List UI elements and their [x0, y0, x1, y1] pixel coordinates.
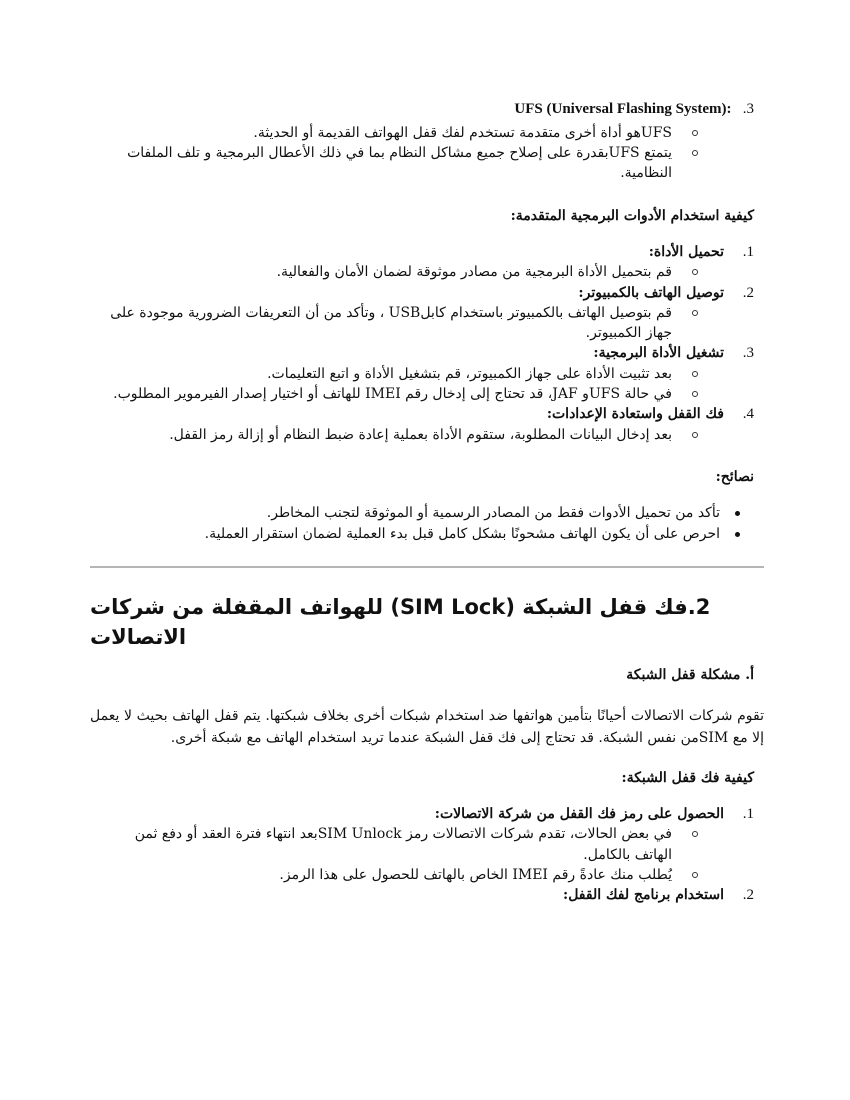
section3-list [100, 123, 754, 184]
list-item: UFSهو أداة أخرى متقدمة تستخدم لفك قفل الهواتف القديمة أو الحديثة. [100, 123, 754, 143]
section2-paragraph: تقوم شركات الاتصالات أحيانًا بتأمين هواتفها ضد استخدام شبكات أخرى بخلاف شبكتها. يتم قفل الهاتف بحيث لا يعمل إلا مع SIMمن نفس الشبكة. قد تحتاج إلى فك قفل الشبكة عندما تريد استخدام الهاتف مع شبكة أخرى. [90, 707, 764, 747]
circle-bullet-icon [692, 391, 698, 397]
list-item: في بعض الحالات، تقدم شركات الاتصالات رمز SIM Unlockبعد انتهاء فترة العقد أو دفع ثمن الهاتف بالكامل. [100, 824, 754, 865]
step: 3. تشغيل الأداة البرمجية: [593, 345, 754, 362]
list-item: في حالة UFSو JAF، قد تحتاج إلى إدخال رقم IMEI للهاتف أو اختيار إصدار الفيرموير المطلوب. [100, 384, 754, 404]
section2-steps [100, 804, 754, 905]
howto-steps [100, 242, 754, 445]
circle-bullet-icon [692, 872, 698, 878]
section2-subheading: أ. مشكلة قفل الشبكة [626, 666, 754, 683]
step: 4. فك القفل واستعادة الإعدادات: [546, 406, 754, 423]
bullet-icon [735, 532, 740, 537]
circle-bullet-icon [692, 130, 698, 136]
list-item: تأكد من تحميل الأدوات فقط من المصادر الرسمية أو الموثوقة لتجنب المخاطر. [100, 503, 754, 523]
section3-heading [100, 98, 754, 121]
horizontal-rule [90, 566, 764, 568]
circle-bullet-icon [692, 371, 698, 377]
tips-heading: نصائح: [715, 468, 754, 485]
step: 2. توصيل الهاتف بالكمبيوتر: [578, 284, 754, 301]
circle-bullet-icon [692, 831, 698, 837]
section3-num: .3 [742, 101, 754, 117]
circle-bullet-icon [692, 150, 698, 156]
list-item: احرص على أن يكون الهاتف مشحونًا بشكل كامل قبل بدء العملية لضمان استقرار العملية. [100, 524, 754, 544]
list-item: بعد إدخال البيانات المطلوبة، ستقوم الأداة بعملية إعادة ضبط النظام أو إزالة رمز القفل. [100, 425, 754, 445]
tips-list [100, 503, 754, 544]
step: 1. الحصول على رمز فك القفل من شركة الاتصالات: [434, 806, 754, 823]
section2-howto-heading: كيفية فك قفل الشبكة: [621, 769, 754, 786]
list-item: يتمتع UFSبقدرة على إصلاح جميع مشاكل النظام بما في ذلك الأعطال البرمجية و تلف الملفات النظامية. [100, 143, 754, 184]
list-item: بعد تثبيت الأداة على جهاز الكمبيوتر، قم بتشغيل الأداة و اتبع التعليمات. [100, 364, 754, 384]
section2-title: 2.فك قفل الشبكة (SIM Lock) للهواتف المقفلة من شركات الاتصالات [90, 594, 711, 650]
circle-bullet-icon [692, 432, 698, 438]
circle-bullet-icon [692, 269, 698, 275]
step: 2. استخدام برنامج لفك القفل: [563, 887, 754, 904]
circle-bullet-icon [692, 310, 698, 316]
section3-title: UFS (Universal Flashing System): [514, 101, 732, 117]
list-item: قم بتحميل الأداة البرمجية من مصادر موثوقة لضمان الأمان والفعالية. [100, 262, 754, 282]
document-page [90, 98, 764, 906]
list-item: يُطلب منك عادةً رقم IMEI الخاص بالهاتف للحصول على هذا الرمز. [100, 865, 754, 885]
step: 1. تحميل الأداة: [648, 243, 754, 260]
howto-heading: كيفية استخدام الأدوات البرمجية المتقدمة: [510, 207, 754, 224]
list-item: قم بتوصيل الهاتف بالكمبيوتر باستخدام كابلUSB ، وتأكد من أن التعريفات الضرورية موجودة على جهاز الكمبيوتر. [100, 303, 754, 344]
bullet-icon [735, 511, 740, 516]
